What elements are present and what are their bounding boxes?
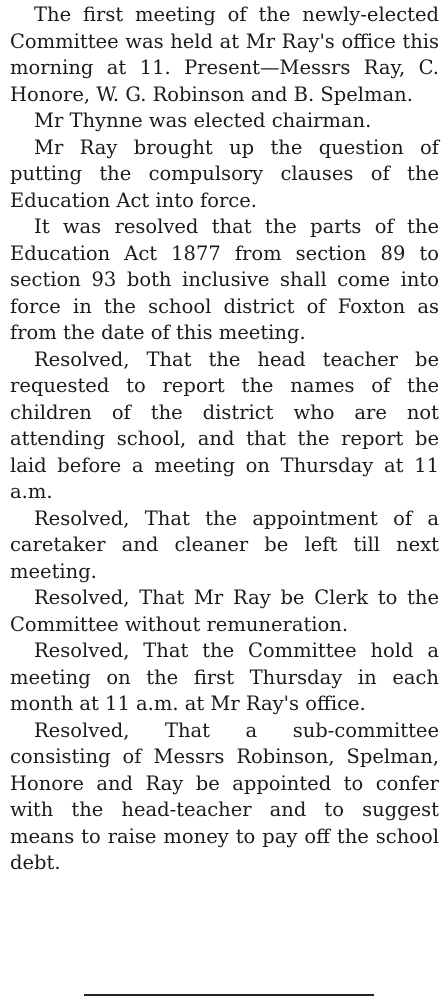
paragraph-sub-committee-resolution: Resolved, That a sub-committee consisting of Messrs Robinson, Spelman, Honore and Ray be appointed to confer with the head-teacher and to suggest means to raise money to pay off the school debt.: [10, 718, 439, 874]
paragraph-head-teacher-resolution: Resolved, That the head teacher be requested to report the names of the children of the district who are not attending school, and that the report be laid before a meeting on Thursday at 11 a.m.: [10, 347, 439, 503]
paragraph-clerk-resolution: Resolved, That Mr Ray be Clerk to the Committee without remuneration.: [10, 586, 439, 636]
paragraph-education-act-resolution: It was resolved that the parts of the Education Act 1877 from section 89 to section 93 both inclusive shall come into force in the school district of Foxton as from the date of this meeting.: [10, 215, 439, 344]
paragraph-compulsory-clauses: Mr Ray brought up the question of putting the compulsory clauses of the Education Act into force.: [10, 135, 439, 212]
paragraph-monthly-meeting-resolution: Resolved, That the Committee hold a meeting on the first Thursday in each month at 11 a.m. at Mr Ray's office.: [10, 639, 439, 715]
section-divider-rule: [84, 994, 374, 996]
paragraph-caretaker-resolution: Resolved, That the appointment of a caretaker and cleaner be left till next meeting.: [10, 506, 439, 583]
paragraph-chairman: Mr Thynne was elected chairman.: [34, 109, 372, 132]
paragraph-meeting-opening: The first meeting of the newly-elected Committee was held at Mr Ray's office this morning at 11. Present—Messrs Ray, C. Honore, W. G. Robinson and B. Spelman.: [10, 3, 439, 106]
